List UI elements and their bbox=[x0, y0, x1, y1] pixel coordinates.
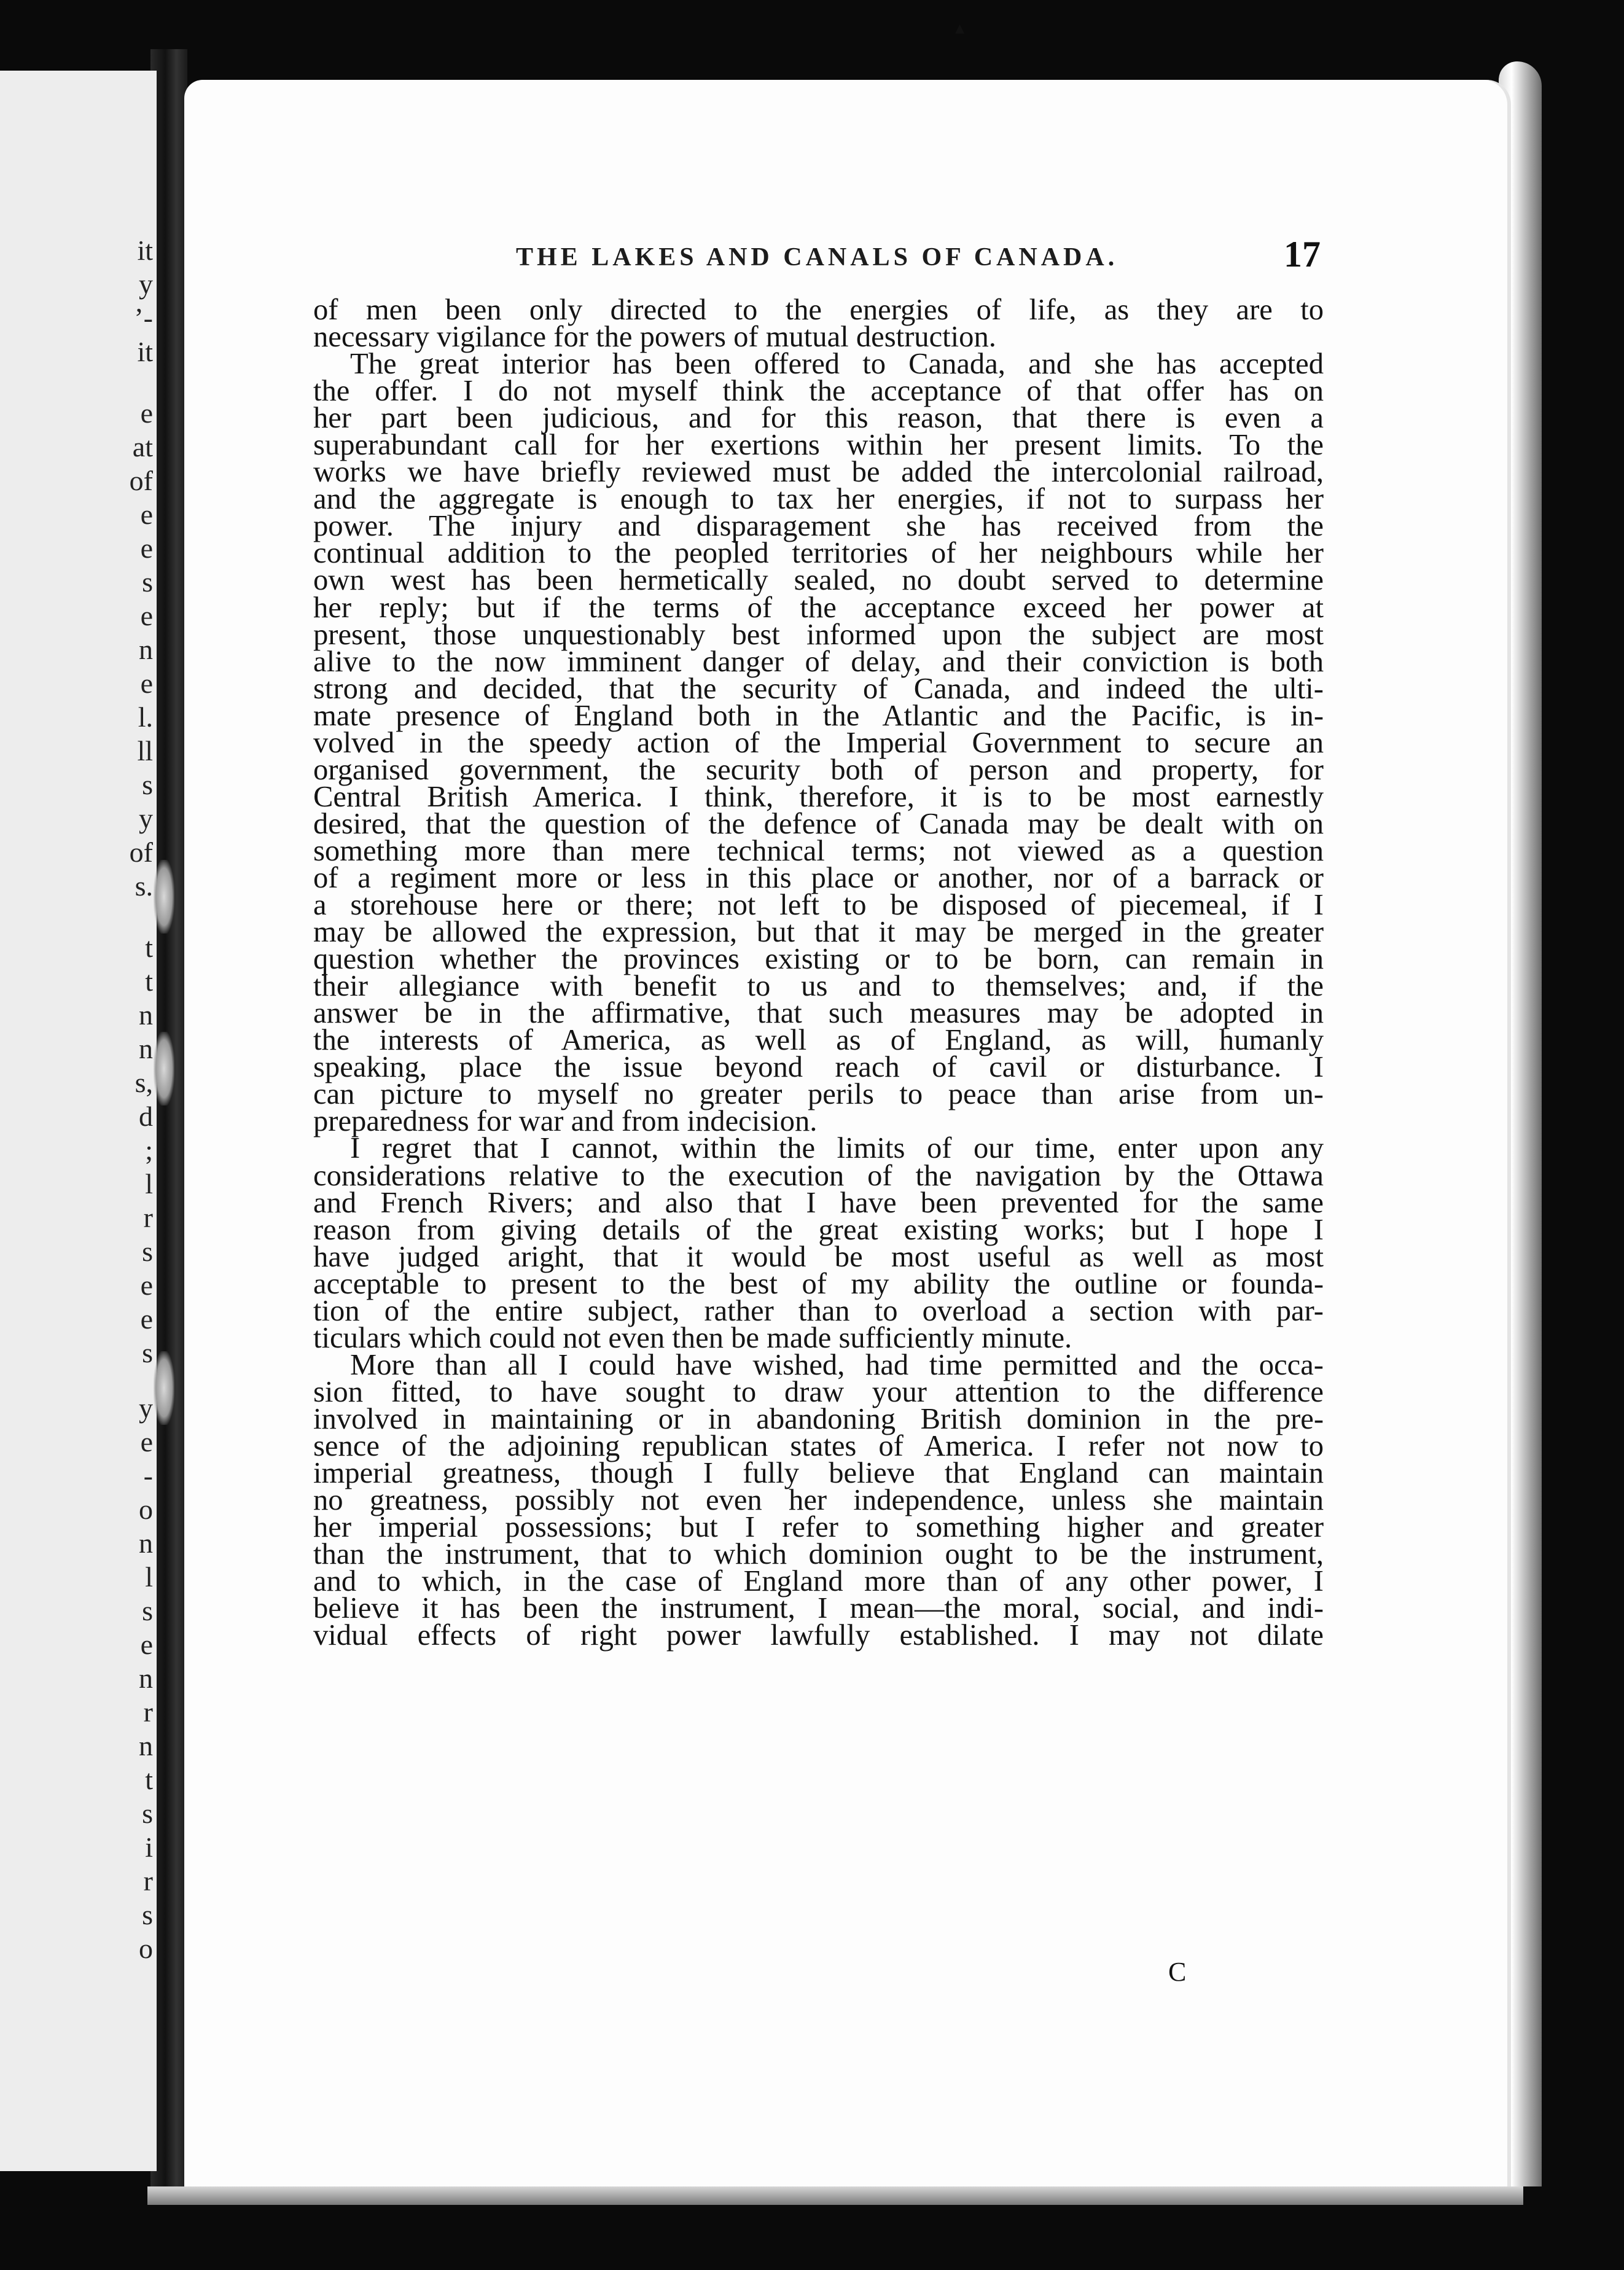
previous-page-fragment: n bbox=[139, 1033, 153, 1064]
previous-page-fragment: s bbox=[142, 1798, 153, 1829]
text-line: something more than mere technical terms; not viewed as a question bbox=[313, 833, 1324, 867]
signature-mark: C bbox=[1168, 1957, 1187, 1987]
text-line: vidual effects of right power lawfully established. I may not dilate bbox=[313, 1618, 1324, 1652]
previous-page-fragment: of bbox=[129, 837, 153, 868]
text-line: of a regiment more or less in this place or another, nor of a barrack or bbox=[313, 860, 1324, 894]
previous-page-fragment: n bbox=[139, 1663, 153, 1694]
text-line: the offer. I do not myself think the acceptance of that offer has on bbox=[313, 374, 1324, 408]
previous-page-fragment: e bbox=[140, 1303, 153, 1335]
previous-page-fragment: n bbox=[139, 999, 153, 1031]
previous-page-edge bbox=[0, 71, 160, 2171]
text-line: considerations relative to the execution of the navigation by the Ottawa bbox=[313, 1158, 1324, 1192]
text-line: her imperial possessions; but I refer to something higher and greater bbox=[313, 1510, 1324, 1544]
text-line: power. The injury and disparagement she has received from the bbox=[313, 509, 1324, 543]
previous-page-fragment: y bbox=[139, 803, 153, 834]
previous-page-fragment: l bbox=[145, 1561, 153, 1593]
previous-page-fragment: l bbox=[145, 1168, 153, 1199]
text-line: mate presence of England both in the Atlantic and the Pacific, is in- bbox=[313, 698, 1324, 732]
previous-page-fragment: t bbox=[145, 965, 153, 997]
previous-page-fragment: t bbox=[145, 1764, 153, 1795]
text-line: organised government, the security both of person and property, for bbox=[313, 752, 1324, 786]
previous-page-fragment: o bbox=[139, 1494, 153, 1525]
text-line: own west has been hermetically sealed, no doubt served to determine bbox=[313, 563, 1324, 597]
text-line: works we have briefly reviewed must be added the intercolonial railroad, bbox=[313, 455, 1324, 489]
text-line: superabundant call for her exertions within her present limits. To the bbox=[313, 428, 1324, 462]
text-line: their allegiance with benefit to us and to themselves; and, if the bbox=[313, 969, 1324, 1003]
previous-page-fragment: s bbox=[142, 769, 153, 800]
previous-page-fragment: - bbox=[143, 1460, 153, 1491]
previous-page-fragment: t bbox=[145, 932, 153, 963]
previous-page-fragment: e bbox=[140, 1426, 153, 1457]
page-number: 17 bbox=[1284, 234, 1321, 275]
text-line: Central British America. I think, therefore, it is to be most earnestly bbox=[313, 779, 1324, 813]
text-line: I regret that I cannot, within the limits of our time, enter upon any bbox=[350, 1131, 1324, 1165]
text-line: question whether the provinces existing or to be born, can remain in bbox=[313, 942, 1324, 976]
previous-page-fragment: r bbox=[143, 1202, 153, 1233]
text-line: sence of the adjoining republican states of America. I refer not now to bbox=[313, 1429, 1324, 1462]
previous-page-fragment: it bbox=[137, 336, 153, 367]
text-line: of men been only directed to the energies of life, as they are to bbox=[313, 293, 1324, 326]
previous-page-fragment: s bbox=[142, 1236, 153, 1267]
text-line: sion fitted, to have sought to draw your attention to the difference bbox=[313, 1375, 1324, 1408]
text-line: volved in the speedy action of the Imperial Government to secure an bbox=[313, 725, 1324, 759]
binding-thread bbox=[154, 860, 174, 934]
previous-page-fragment: r bbox=[143, 1696, 153, 1728]
previous-page-fragment: y bbox=[139, 268, 153, 300]
previous-page-fragment: e bbox=[140, 499, 153, 530]
text-line: her part been judicious, and for this reason, that there is even a bbox=[313, 401, 1324, 435]
text-line: acceptable to present to the best of my ability the outline or founda- bbox=[313, 1266, 1324, 1300]
text-line: answer be in the affirmative, that such measures may be adopted in bbox=[313, 996, 1324, 1030]
previous-page-fragment: of bbox=[129, 465, 153, 496]
previous-page-fragment: n bbox=[139, 634, 153, 665]
previous-page-fragment: o bbox=[139, 1933, 153, 1964]
text-line: speaking, place the issue beyond reach of cavil or disturbance. I bbox=[313, 1050, 1324, 1084]
previous-page-fragment: e bbox=[140, 397, 153, 429]
text-line: The great interior has been offered to Canada, and she has accepted bbox=[350, 347, 1324, 381]
previous-page-fragment: e bbox=[140, 1270, 153, 1301]
previous-page-fragment: s, bbox=[135, 1067, 153, 1098]
previous-page-fragment: at bbox=[132, 431, 153, 462]
text-line: her reply; but if the terms of the acceptance exceed her power at bbox=[313, 590, 1324, 624]
text-line: ticulars which could not even then be made sufficiently minute. bbox=[313, 1320, 1072, 1354]
running-header: THE LAKES AND CANALS OF CANADA. bbox=[516, 243, 1118, 271]
previous-page-fragment: ; bbox=[145, 1134, 153, 1166]
text-line: have judged aright, that it would be most useful as well as most bbox=[313, 1239, 1324, 1273]
binding-thread bbox=[154, 1032, 174, 1106]
text-line: and the aggregate is enough to tax her energies, if not to surpass her bbox=[313, 482, 1324, 516]
text-line: preparedness for war and from indecision. bbox=[313, 1104, 818, 1138]
previous-page-fragment: d bbox=[139, 1101, 153, 1132]
text-line: a storehouse here or there; not left to be disposed of piecemeal, if I bbox=[313, 888, 1324, 922]
previous-page-fragment: r bbox=[143, 1865, 153, 1897]
previous-page-text-fragments bbox=[0, 71, 157, 2171]
previous-page-fragment: s bbox=[142, 1899, 153, 1930]
background-bottom bbox=[0, 2193, 1624, 2270]
background-right bbox=[1539, 37, 1624, 2223]
text-line: believe it has been the instrument, I mean—the moral, social, and indi- bbox=[313, 1591, 1324, 1625]
previous-page-fragment: l. bbox=[138, 701, 153, 733]
previous-page-fragment: i bbox=[145, 1831, 153, 1863]
previous-page-fragment: e bbox=[140, 532, 153, 564]
text-line: necessary vigilance for the powers of mutual destruction. bbox=[313, 320, 996, 354]
previous-page-fragment: s bbox=[142, 1337, 153, 1368]
previous-page-fragment: e bbox=[140, 668, 153, 699]
page-bottom-edge bbox=[147, 2186, 1523, 2205]
text-line: More than all I could have wished, had time permitted and the occa- bbox=[350, 1348, 1324, 1381]
text-line: and to which, in the case of England more than of any other power, I bbox=[313, 1564, 1324, 1598]
text-line: continual addition to the peopled territories of her neighbours while her bbox=[313, 536, 1324, 570]
previous-page-fragment: s bbox=[142, 566, 153, 598]
previous-page-fragment: s bbox=[142, 1595, 153, 1626]
text-line: imperial greatness, though I fully believe that England can maintain bbox=[313, 1456, 1324, 1490]
body-text bbox=[313, 293, 1324, 1652]
previous-page-fragment: n bbox=[139, 1527, 153, 1559]
binding-thread bbox=[154, 1351, 174, 1425]
text-line: alive to the now imminent danger of delay, and their conviction is both bbox=[313, 644, 1324, 678]
text-line: involved in maintaining or in abandoning British dominion in the pre- bbox=[313, 1402, 1324, 1435]
previous-page-fragment: it bbox=[137, 235, 153, 266]
text-line: no greatness, possibly not even her independence, unless she maintain bbox=[313, 1483, 1324, 1517]
text-line: present, those unquestionably best informed upon the subject are most bbox=[313, 617, 1324, 651]
text-line: tion of the entire subject, rather than to overload a section with par- bbox=[313, 1293, 1324, 1327]
previous-page-fragment: e bbox=[140, 600, 153, 631]
text-line: reason from giving details of the great existing works; but I hope I bbox=[313, 1212, 1324, 1246]
previous-page-fragment: y bbox=[139, 1392, 153, 1424]
text-line: may be allowed the expression, but that it may be merged in the greater bbox=[313, 915, 1324, 949]
previous-page-fragment: n bbox=[139, 1730, 153, 1761]
text-line: can picture to myself no greater perils to peace than arise from un- bbox=[313, 1077, 1324, 1111]
previous-page-fragment: ’- bbox=[134, 302, 153, 333]
stray-mark: ▴ bbox=[955, 18, 965, 38]
text-line: strong and decided, that the security of Canada, and indeed the ulti- bbox=[313, 671, 1324, 705]
text-line: the interests of America, as well as of England, as will, humanly bbox=[313, 1023, 1324, 1057]
previous-page-fragment: s. bbox=[135, 870, 153, 902]
text-line: desired, that the question of the defence of Canada may be dealt with on bbox=[313, 806, 1324, 840]
previous-page-fragment: e bbox=[140, 1629, 153, 1660]
text-line: than the instrument, that to which dominion ought to be the instrument, bbox=[313, 1537, 1324, 1571]
previous-page-fragment: ll bbox=[137, 735, 153, 766]
text-line: and French Rivers; and also that I have been prevented for the same bbox=[313, 1185, 1324, 1219]
